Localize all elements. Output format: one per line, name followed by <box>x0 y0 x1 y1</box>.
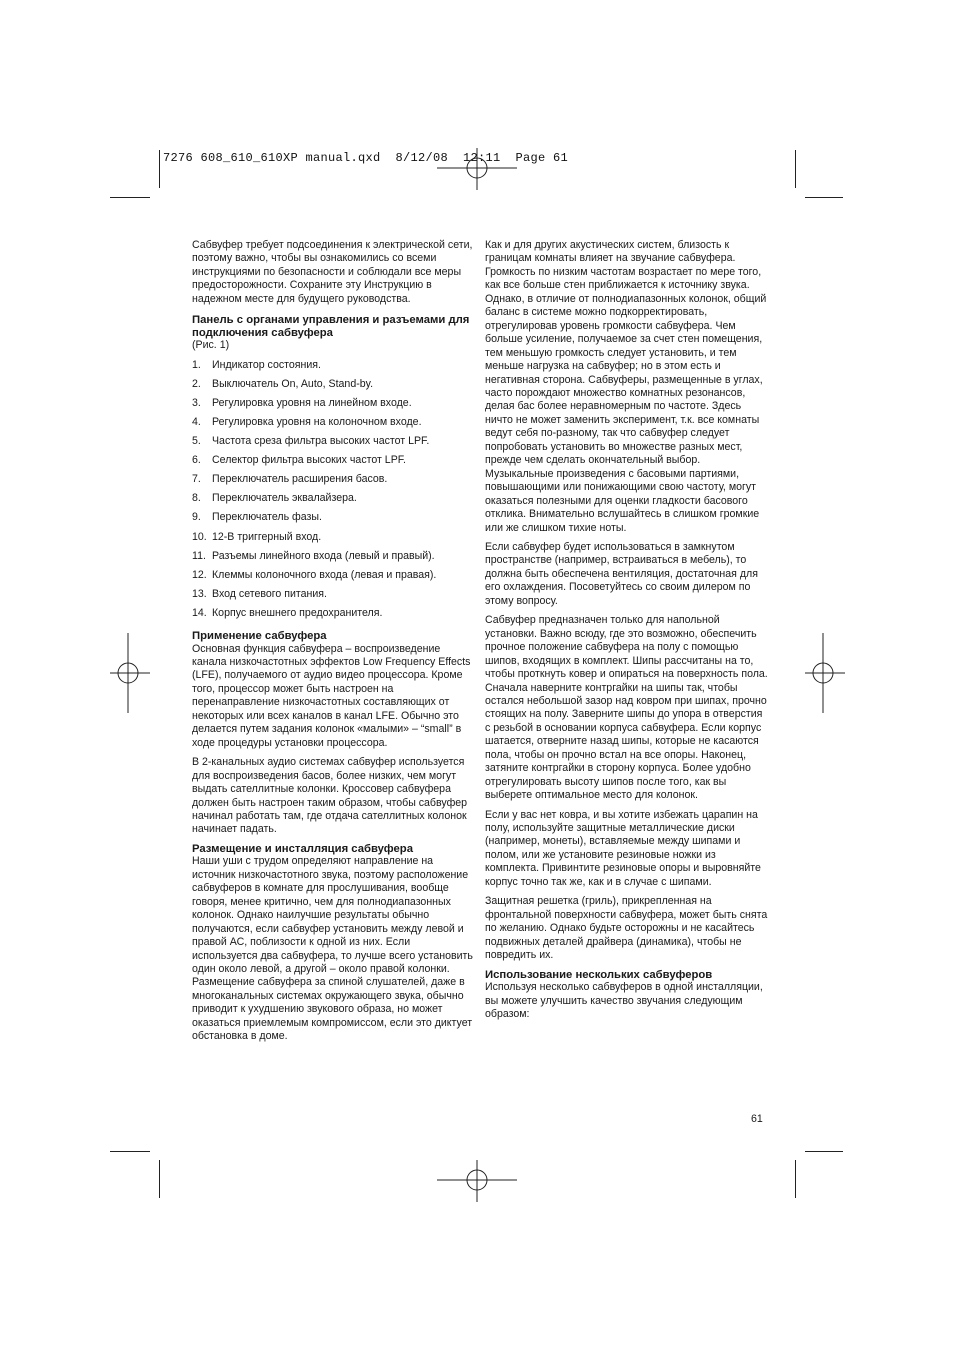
control-label: Корпус внешнего предохранителя. <box>212 606 383 619</box>
control-list-item <box>192 416 477 435</box>
grille-paragraph: Защитная решетка (гриль), прикрепленная на фронтальной поверхности сабвуфера, может быть снята по желанию. Однако будьте осторожны и не касайтесь подвижных деталей драйвера (динамика), чтобы не повредить их. <box>485 895 768 962</box>
panel-heading: Панель с органами управления и разъемами для подключения сабвуфера <box>192 314 470 339</box>
control-label: Селектор фильтра высоких частот LPF. <box>212 454 406 467</box>
control-number: 12. <box>192 568 207 581</box>
control-label: Переключатель эквалайзера. <box>212 492 357 505</box>
control-label: Регулировка уровня на колоночном входе. <box>212 416 422 428</box>
control-list-item <box>192 531 477 550</box>
control-list-item <box>192 359 477 378</box>
spikes-paragraph: Сабвуфер предназначен только для напольной установки. Важно всюду, где это возможно, обеспечить прочное положение сабвуфера на полу с помощью шипов, входящих в комплект. Шипы рассчитаны на то, чтобы проткнуть ковер и опираться на поверхность пола. Сначала наверните контргайки на шипы так, чтобы остался небольшой зазор над ковром при шипах, прочно стоящих на полу. Заверните шипы до упора в отверстия с резьбой в основании корпуса сабвуфера. Если корпус шатается, отверните назад шипы, которые не касаются пола, чтобы он прочно встал на все опоры. Наконец, затяните контргайки в сторону корпуса. Более удобно отрегулировать высоту шипов после того, как вы выберете оптимальное место для колонок. <box>485 614 768 802</box>
placement-heading: Размещение и инсталляция сабвуфера <box>192 842 413 855</box>
registration-mark-bottom <box>437 1160 517 1202</box>
panel-figure-ref: (Рис. 1) <box>192 339 230 352</box>
control-number: 9. <box>192 511 201 524</box>
control-label: Разъемы линейного входа (левый и правый). <box>212 549 435 562</box>
control-label: Вход сетевого питания. <box>212 587 327 600</box>
control-number: 8. <box>192 492 201 505</box>
control-label: Индикатор состояния. <box>212 358 321 371</box>
crop-mark <box>795 150 796 188</box>
right-column <box>485 239 770 1027</box>
usage-paragraph: Основная функция сабвуфера – воспроизведение канала низкочастотных эффектов Low Frequency Effects (LFE), получаемого от аудио видео процессора. Кроме того, процессор может быть настроен на перенаправление низкочастотных составляющих от некоторых или всех каналов в канал LFE. Обычно это делается путем задания колонок «малыми» – “small” в ходе процедуры установки процессора. <box>192 642 471 749</box>
page-number: 61 <box>751 1113 763 1125</box>
crop-mark <box>159 150 160 188</box>
control-list-item <box>192 511 477 530</box>
control-label: Регулировка уровня на линейном входе. <box>212 396 412 409</box>
crop-mark <box>795 1160 796 1198</box>
control-number: 7. <box>192 473 201 486</box>
control-list-item <box>192 378 477 397</box>
control-list-item <box>192 397 477 416</box>
left-column <box>192 239 477 1050</box>
crop-mark <box>805 197 843 198</box>
control-number: 1. <box>192 358 201 371</box>
control-number: 14. <box>192 606 207 619</box>
control-label: Выключатель On, Auto, Stand-by. <box>212 377 374 390</box>
control-number: 13. <box>192 587 207 600</box>
control-number: 11. <box>192 549 206 562</box>
control-list-item <box>192 588 477 607</box>
crop-mark <box>110 197 150 198</box>
control-list-item <box>192 454 477 473</box>
control-label: Переключатель расширения басов. <box>212 473 388 486</box>
control-list-item <box>192 473 477 492</box>
control-list-item <box>192 607 477 626</box>
controls-list <box>192 359 477 626</box>
print-slug-line: 7276 608_610_610XP manual.qxd 8/12/08 12:11 Page 61 <box>163 151 569 165</box>
ventilation-paragraph: Если сабвуфер будет использоваться в замкнутом пространстве (например, встраиваться в мебель), то должна быть обеспечена вентиляция, достаточная для его охлаждения. Посоветуйтесь со своим дилером по этому вопросу. <box>485 540 758 607</box>
multi-sub-paragraph: Используя несколько сабвуферов в одной инсталляции, вы можете улучшить качество звучания следующим образом: <box>485 981 763 1020</box>
control-label: Переключатель фазы. <box>212 511 322 524</box>
control-number: 5. <box>192 435 201 448</box>
feet-paragraph: Если у вас нет ковра, и вы хотите избежать царапин на полу, используйте защитные металлические диски (например, монеты), вставляемые между шипами и полом, или же установите резиновые ножки из комплекта. Привинтите резиновые опоры и выровняйте корпус точно так же, как и в случае с шипами. <box>485 808 761 888</box>
registration-mark-left <box>110 633 150 713</box>
crop-mark <box>110 1151 150 1152</box>
crop-mark <box>805 1151 843 1152</box>
usage-heading: Применение сабвуфера <box>192 630 327 643</box>
control-number: 6. <box>192 454 201 467</box>
control-number: 3. <box>192 396 201 409</box>
control-list-item <box>192 492 477 511</box>
crop-mark <box>159 1160 160 1198</box>
control-label: 12-В триггерный вход. <box>212 530 322 543</box>
registration-mark-right <box>805 633 845 713</box>
control-label: Клеммы колоночного входа (левая и правая). <box>212 568 437 581</box>
placement-paragraph: Наши уши с трудом определяют направление на источник низкочастотного звука, поэтому расположение сабвуферов в комнате для прослушивания, вообще говоря, менее критично, чем для полнодиапазонных колонок. Однако наилучшие результаты обычно получаются, если сабвуфер установить между левой и правой АС, поблизости к одной из них. Если используется два сабвуфера, то лучше всего установить один около левой, а другой – около правой колонки. Размещение сабвуфера за спиной слушателей, даже в многоканальных системах окружающего звука, обычно приводит к ухудшению звукового образа, но может оказаться приемлемым компромиссом, если это диктует обстановка в доме. <box>192 855 473 1043</box>
control-number: 2. <box>192 377 201 390</box>
multi-sub-heading: Использование нескольких сабвуферов <box>485 968 713 981</box>
registration-mark-top <box>437 148 517 190</box>
control-label: Частота среза фильтра высоких частот LPF. <box>212 435 430 448</box>
control-number: 4. <box>192 416 201 428</box>
boundary-paragraph: Как и для других акустических систем, близость к границам комнаты влияет на звучание сабвуфера. Громкость по низким частотам возрастает по мере того, как все больше стен приближается к источнику звука. Однако, в отличие от полнодиапазонных колонок, общий баланс в системе можно подкорректировать, отрегулировав уровень громкости сабвуфера. Чем больше усиление, получаемое за счет стен помещения, тем меньшую громкость следует установить, и тем меньше нагрузка на сабвуфер; но в этом есть и негативная сторона. Сабвуферы, размещенные в углах, часто порождают множество комнатных резонансов, делая бас более неравномерным по частоте. Здесь ничто не может заменить эксперимент, т.к. все комнаты ведут себя по-разному, так что сабвуфер следует попробовать установить во множестве разных мест, прежде чем сделать окончательный выбор. Музыкальные произведения с басовыми партиями, повышающими или понижающими свою частоту, могут оказаться полезными для оценки гладкости басового отклика. Внимательно вслушайтесь в слишком громкие или же слишком тихие ноты. <box>485 239 767 534</box>
intro-paragraph: Сабвуфер требует подсоединения к электрической сети, поэтому важно, чтобы вы ознакомились со всеми инструкциями по безопасности и соблюдали все меры предосторожности. Сохраните эту Инструкцию в надежном месте для будущего руководства. <box>192 239 473 305</box>
control-number: 10. <box>192 530 207 543</box>
control-list-item <box>192 550 477 569</box>
control-list-item <box>192 435 477 454</box>
control-list-item <box>192 569 477 588</box>
usage-paragraph: В 2-канальных аудио системах сабвуфер используется для воспроизведения басов, более низких, чем могут выдать сателлитные колонки. Кроссовер сабвуфера должен быть настроен таким образом, чтобы сабвуфер начинал работать там, где отдача сателлитных колонок начинает падать. <box>192 756 468 836</box>
